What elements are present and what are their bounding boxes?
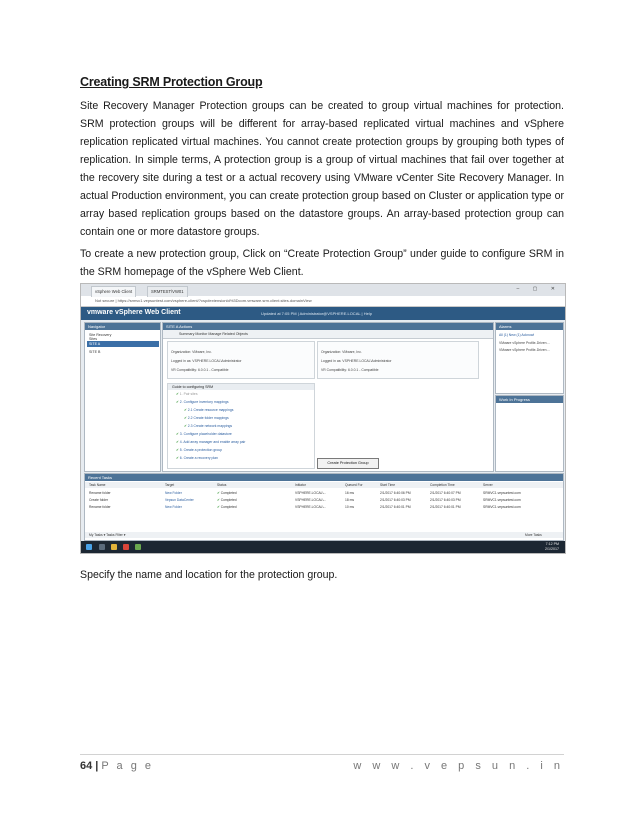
footer-separator: | (95, 760, 99, 772)
page-number: 64 (80, 760, 93, 772)
nav-item-site-b[interactable]: SITE B (89, 350, 101, 354)
check-icon: ✔ (176, 440, 180, 444)
tasks-footer (85, 532, 563, 538)
check-icon: ✔ (176, 456, 180, 460)
work-in-progress-title: Work In Progress (496, 396, 563, 403)
guide-step[interactable]: ✔ 6. Create a recovery plan (176, 456, 218, 460)
column-header[interactable]: Task Name (89, 483, 106, 487)
guide-step[interactable]: ✔ 1. Pair sites (176, 392, 198, 396)
check-icon: ✔ (176, 432, 180, 436)
nav-item-site-a[interactable]: SITE A (87, 341, 159, 347)
check-icon: ✔ (176, 448, 180, 452)
browser-tab-srmtest[interactable]: SRMTEST\VW01 (147, 286, 188, 297)
recent-tasks-panel (84, 473, 564, 541)
footer-divider (80, 754, 564, 755)
file-explorer-icon[interactable] (111, 544, 117, 550)
column-header[interactable]: Status (217, 483, 227, 487)
info-organization-remote: Organization: VMware, Inc. (321, 350, 362, 354)
browser-tab-vsphere[interactable]: vSphere Web Client (91, 286, 136, 297)
navigator-panel (84, 322, 161, 472)
tasks-filter[interactable]: My Tasks ▾ Tasks Filter ▾ (89, 533, 126, 537)
vsphere-screenshot (80, 283, 566, 554)
tasks-header-row (85, 482, 563, 488)
check-icon: ✔ (184, 416, 188, 420)
table-row[interactable]: Rename folder New Folder ✔ Completed VSPHERE.LOCAL\... 16 ms 2/1/2017 6:40:06 PM 2/1/2017 6:40:07 PM SRMVC1.vepsuntest.com (89, 491, 521, 495)
column-header[interactable]: Start Time (380, 483, 396, 487)
alarm-filters[interactable]: All (1) New (1) Acknowl (499, 333, 535, 337)
more-tasks-link[interactable]: More Tasks (525, 533, 542, 537)
chrome-icon[interactable] (123, 544, 129, 550)
page-label: P a g e (101, 760, 154, 772)
app-icon[interactable] (135, 544, 141, 550)
column-header[interactable]: Target (165, 483, 175, 487)
windows-start-icon[interactable] (86, 544, 92, 550)
alarms-panel (495, 322, 564, 394)
info-vr-compat-remote: VR Compatibility: 6.0.0.1 - Compatible (321, 368, 379, 372)
guide-step[interactable]: ✔ 2.2 Create folder mappings (184, 416, 229, 420)
column-header[interactable]: Initiator (295, 483, 306, 487)
vsphere-header (81, 307, 565, 320)
site-info-right (317, 341, 479, 379)
info-organization: Organization: VMware, Inc. (171, 350, 212, 354)
check-icon: ✔ (176, 392, 180, 396)
alarms-title: Alarms (496, 323, 563, 330)
alarm-item[interactable]: VMware vSphere Profile-Driven ... (499, 341, 551, 345)
instruction-paragraph: To create a new protection group, Click on “Create Protection Group” under guide to configure SRM in the SRM homepage of the vSphere Web Client. (80, 248, 564, 278)
recent-tasks-title: Recent Tasks (85, 474, 563, 481)
guide-step[interactable]: ✔ 2. Configure inventory mappings (176, 400, 229, 404)
create-protection-group-button[interactable]: Create Protection Group (317, 458, 379, 469)
check-icon: ✔ (184, 424, 188, 428)
srm-guide (167, 383, 315, 469)
site-info-left (167, 341, 315, 379)
nav-item-sites[interactable]: Sites (89, 337, 97, 341)
main-header: SITE A Actions (163, 323, 493, 330)
check-icon: ✔ (176, 400, 180, 404)
info-logged-in: Logged in as: VSPHERE.LOCAL\Administrator (171, 359, 242, 363)
check-icon: ✔ (217, 498, 221, 502)
column-header[interactable]: Queued For (345, 483, 363, 487)
section-heading: Creating SRM Protection Group (80, 75, 263, 89)
guide-step[interactable]: ✔ 2.3 Create network mappings (184, 424, 233, 428)
check-icon: ✔ (184, 408, 188, 412)
column-header[interactable]: Server (483, 483, 493, 487)
vsphere-logo: vmware vSphere Web Client (87, 309, 181, 316)
navigator-back[interactable]: Site Recovery (89, 333, 112, 337)
guide-step[interactable]: ✔ 5. Create a protection group (176, 448, 223, 452)
info-vr-compat: VR Compatibility: 6.0.0.1 - Compatible (171, 368, 229, 372)
browser-tab-bar (81, 284, 565, 296)
table-row[interactable]: Create folder Vepsun DataCenter ✔ Completed VSPHERE.LOCAL\... 18 ms 2/1/2017 6:40:03 PM 2/1/2017 6:40:03 PM SRMVC1.vepsuntest.com (89, 498, 521, 502)
address-bar[interactable]: Not secure | https://srmvc1.vepsuntest.com/vsphere-client/?csp#extensionId%3Dcom.vmware.srm.client.sites.domainView (81, 296, 565, 307)
taskbar-clock: 7:12 PM 2/1/2017 (545, 542, 559, 551)
user-info[interactable]: Updated at 7:05 PM | Administrator@VSPHERE.LOCAL | Help (261, 311, 372, 316)
page-footer (80, 760, 154, 772)
main-panel (162, 322, 494, 472)
windows-taskbar (81, 541, 565, 553)
intro-paragraph: Site Recovery Manager Protection groups can be created to group virtual machines for protection. SRM protection groups will be different for array-based replicated virtual machines and vSphere replication replicated virtual machines. You cannot create protection groups by grouping both types of replication. In simple terms, A protection group is a group of virtual machines that fail over together at the recovery site during a test or a actual recovery using VMware vCenter Site Recovery Manager. In actual Production environment, you can create protection group based on Cluster or application type or array based replication groups based on the datastore groups. An array-based protection group can contain one or more datastore groups. (80, 100, 564, 238)
name-location-paragraph: Specify the name and location for the protection group. (80, 569, 338, 581)
column-header[interactable]: Completion Time (430, 483, 455, 487)
object-tabs[interactable]: Summary Monitor Manage Related Objects (163, 330, 493, 339)
guide-step[interactable]: ✔ 2.1 Create resource mappings (184, 408, 234, 412)
navigator-title: Navigator (85, 323, 160, 330)
info-logged-in-remote: Logged in as: VSPHERE.LOCAL\Administrator (321, 359, 392, 363)
check-icon: ✔ (217, 505, 221, 509)
guide-step[interactable]: ✔ 4. Add array manager and enable array pair (176, 440, 246, 444)
guide-step[interactable]: ✔ 3. Configure placeholder datastore (176, 432, 232, 436)
guide-title: Guide to configuring SRM (168, 384, 314, 390)
window-controls-icon[interactable]: – ▢ ✕ (516, 286, 561, 292)
table-row[interactable]: Rename folder New Folder ✔ Completed VSPHERE.LOCAL\... 10 ms 2/1/2017 6:40:01 PM 2/1/2017 6:40:01 PM SRMVC1.vepsuntest.com (89, 505, 521, 509)
alarm-item[interactable]: VMware vSphere Profile-Driven ... (499, 348, 551, 352)
footer-website: w w w . v e p s u n . i n (353, 760, 564, 772)
work-in-progress-panel (495, 395, 564, 472)
task-view-icon[interactable] (99, 544, 105, 550)
check-icon: ✔ (217, 491, 221, 495)
